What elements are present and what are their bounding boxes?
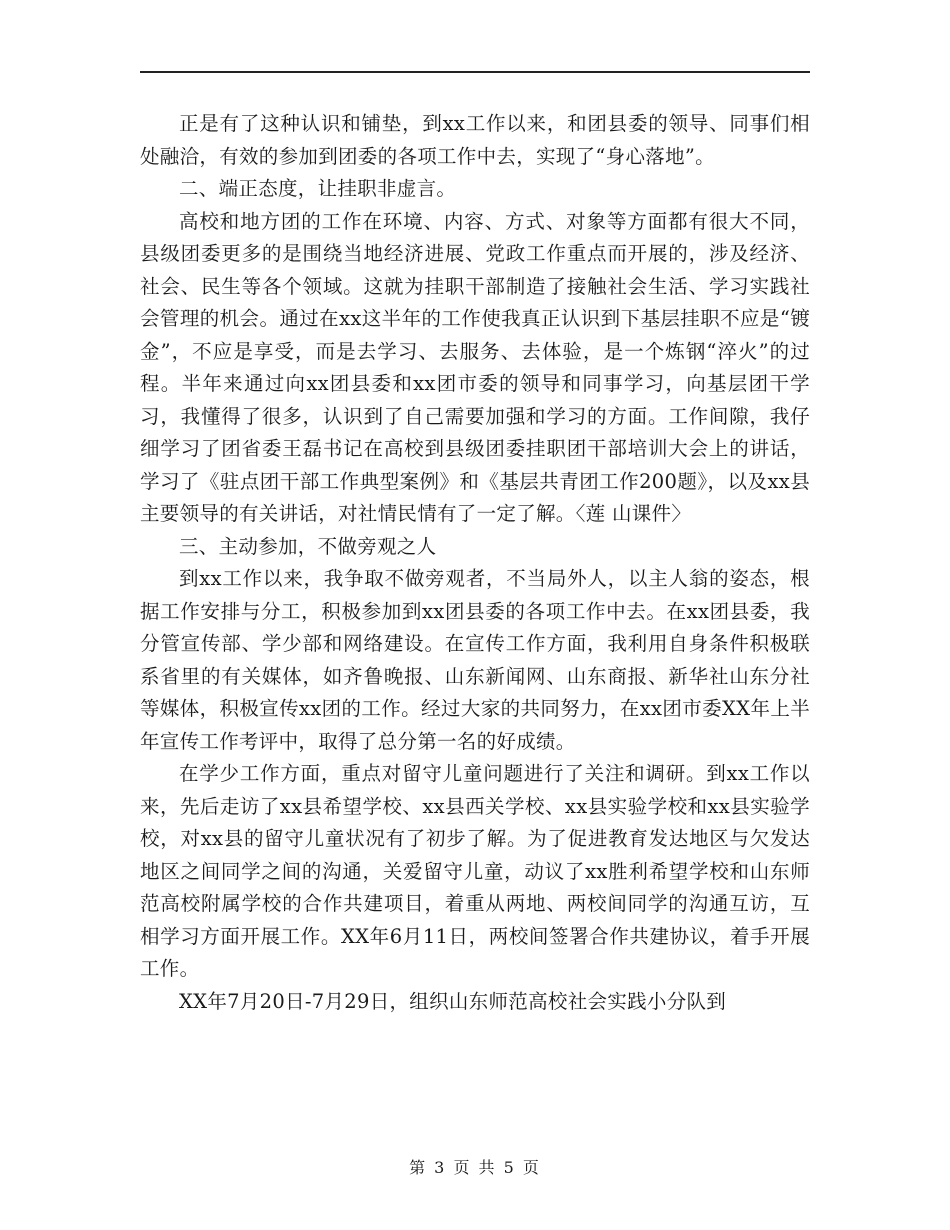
section-heading: 三、主动参加，不做旁观之人 bbox=[179, 534, 437, 558]
paragraph: 在学少工作方面，重点对留守儿童问题进行了关注和调研。到xx工作以来，先后走访了xx县希望学校、xx县西关学校、xx县实验学校和xx县实验学校，对xx县的留守儿童状况有了初步了解。为了促进教育发达地区与欠发达地区之间同学之间的沟通，关爱留守儿童，动议了xx胜利希望学校和山东师范高校附属学校的合作共建项目，着重从两地、两校间同学的沟通互访，互相学习方面开展工作。XX年6月11日，两校间签署合作共建协议，着手开展工作。 bbox=[140, 762, 810, 980]
paragraph: 高校和地方团的工作在环境、内容、方式、对象等方面都有很大不同，县级团委更多的是围绕当地经济进展、党政工作重点而开展的，涉及经济、社会、民生等各个领域。这就为挂职干部制造了接触社会生活、学习实践社会管理的机会。通过在xx这半年的工作使我真正认识到下基层挂职不应是“镀金”，不应是享受，而是去学习、去服务、去体验，是一个炼钢“淬火”的过程。半年来通过向xx团县委和xx团市委的领导和同事学习，向基层团干学习，我懂得了很多，认识到了自己需要加强和学习的方面。工作间隙，我仔细学习了团省委王磊书记在高校到县级团委挂职团干部培训大会上的讲话，学习了《驻点团干部工作典型案例》和《基层共青团工作200题》，以及xx县主要领导的有关讲话，对社情民情有了一定了解。〈莲 山课件〉 bbox=[140, 209, 810, 525]
page-number-footer: 第 3 页 共 5 页 bbox=[409, 1158, 541, 1177]
section-heading: 二、端正态度，让挂职非虚言。 bbox=[179, 177, 457, 200]
paragraph: 到xx工作以来，我争取不做旁观者，不当局外人，以主人翁的姿态，根据工作安排与分工，积极参加到xx团县委的各项工作中去。在xx团县委，我分管宣传部、学少部和网络建设。在宣传工作方面，我利用自身条件积极联系省里的有关媒体，如齐鲁晚报、山东新闻网、山东商报、新华社山东分社等媒体，积极宣传xx团的工作。经过大家的共同努力，在xx团市委XX年上半年宣传工作考评中，取得了总分第一名的好成绩。 bbox=[140, 567, 810, 753]
paragraph: XX年7月20日-7月29日，组织山东师范高校社会实践小分队到 bbox=[179, 989, 727, 1013]
paragraph: 正是有了这种认识和铺垫，到xx工作以来，和团县委的领导、同事们相处融洽，有效的参加到团委的各项工作中去，实现了“身心落地”。 bbox=[140, 112, 810, 168]
header-rule bbox=[140, 71, 810, 73]
document-body bbox=[140, 108, 810, 1018]
